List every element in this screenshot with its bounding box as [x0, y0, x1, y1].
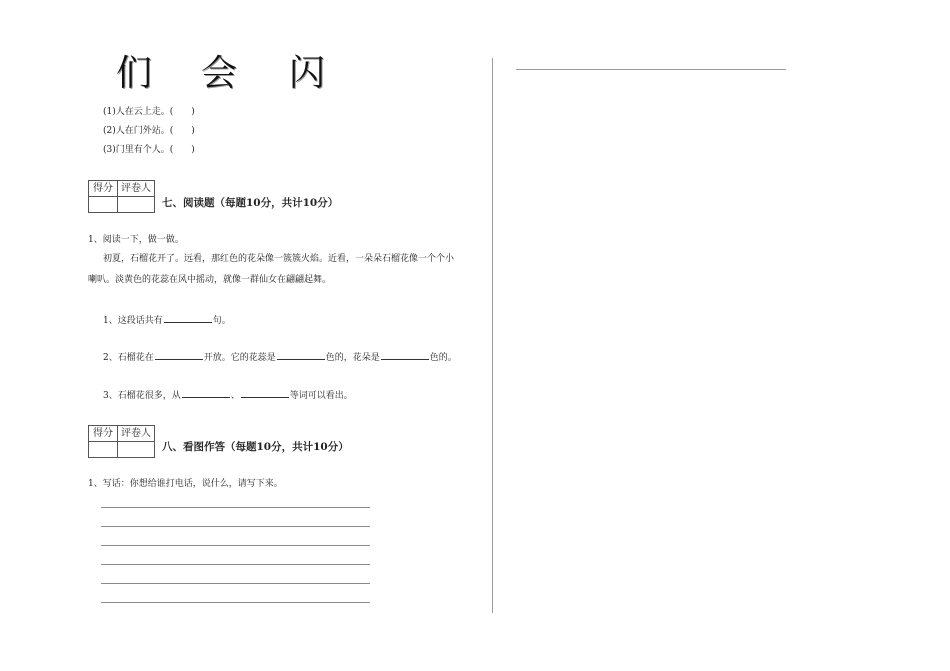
question-1: (1)人在云上走。( ) [103, 107, 195, 117]
big-char-3: 闪 [289, 53, 326, 94]
reviewer-cell[interactable] [118, 197, 155, 213]
big-char-2: 会 [201, 53, 238, 94]
passage-line-2: 喇叭。淡黄色的花蕊在风中摇动，就像一群仙女在翩翩起舞。 [88, 275, 332, 285]
writing-line-2[interactable] [101, 526, 370, 527]
passage-line-1: 初夏，石榴花开了。远看，那红色的花朵像一簇簇火焰。近看，一朵朵石榴花像一个个小 [103, 254, 455, 264]
rq2-text-d: 色的。 [429, 353, 457, 363]
question-3: (3)门里有个人。( ) [103, 145, 195, 155]
writing-line-3[interactable] [101, 545, 370, 546]
reviewer-label: 评卷人 [118, 181, 155, 197]
answer-blank[interactable] [241, 388, 289, 398]
rq3-text-b: 、 [230, 391, 240, 401]
writing-line-4[interactable] [101, 564, 370, 565]
right-column-rule [516, 69, 786, 70]
score-label: 得分 [89, 181, 118, 197]
rq2-text-c: 色的，花朵是 [325, 353, 380, 363]
column-divider [492, 58, 493, 613]
section8-intro: 1、写话：你想给谁打电话，说什么，请写下来。 [88, 479, 283, 489]
answer-blank[interactable] [381, 350, 429, 360]
writing-line-5[interactable] [101, 583, 370, 584]
writing-line-6[interactable] [101, 602, 370, 603]
answer-blank[interactable] [164, 313, 212, 323]
question-2: (2)人在门外站。( ) [103, 126, 195, 136]
reading-question-3 [103, 388, 353, 402]
reviewer-cell[interactable] [118, 442, 155, 458]
rq3-text-c: 等词可以看出。 [289, 391, 353, 401]
rq1-text-b: 句。 [212, 316, 231, 326]
score-label: 得分 [89, 426, 118, 442]
answer-blank[interactable] [277, 350, 325, 360]
answer-blank[interactable] [155, 350, 203, 360]
section7-intro: 1、阅读一下，做一做。 [88, 235, 184, 245]
rq3-text-a: 3、石榴花很多，从 [103, 391, 181, 401]
answer-blank[interactable] [182, 388, 230, 398]
rq2-text-b: 开放。它的花蕊是 [203, 353, 276, 363]
score-box-section7 [88, 180, 155, 213]
score-box-section8 [88, 425, 155, 458]
score-cell[interactable] [89, 197, 118, 213]
section8-title: 八、看图作答（每题10分，共计10分） [162, 441, 349, 453]
reading-question-2 [103, 350, 457, 364]
big-char-1: 们 [116, 53, 153, 94]
section7-title: 七、阅读题（每题10分，共计10分） [162, 197, 339, 209]
score-cell[interactable] [89, 442, 118, 458]
writing-line-1[interactable] [101, 507, 370, 508]
reading-question-1 [103, 313, 231, 327]
reviewer-label: 评卷人 [118, 426, 155, 442]
rq2-text-a: 2、石榴花在 [103, 353, 154, 363]
rq1-text-a: 1、这段话共有 [103, 316, 163, 326]
